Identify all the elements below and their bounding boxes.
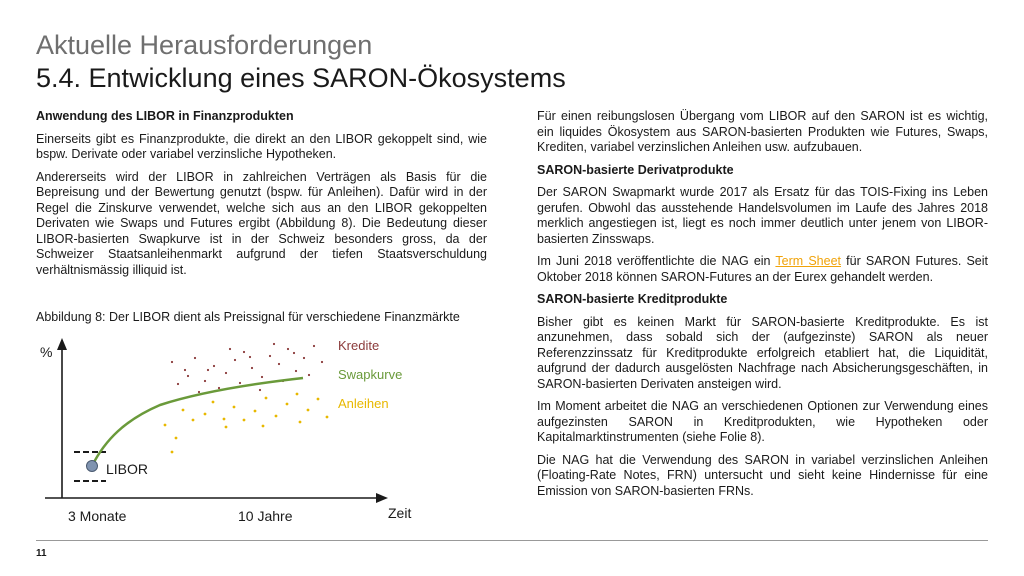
anleihen-dot <box>175 437 178 440</box>
anleihen-dot <box>171 451 174 454</box>
kredite-dot <box>187 375 189 377</box>
kredite-dot <box>204 380 206 382</box>
x-tick-10-jahre: 10 Jahre <box>238 508 293 524</box>
right-paragraph-4: Bisher gibt es keinen Markt für SARON-basierte Kreditprodukte. Es ist anzunehmen, dass sobald sich der (aufgezinste) SARON als neuer Referenzzinssatz für Kreditprodukte erfolgreich etabliert hat, die Liquidität, aufgrund der dadurch ausgelösten Nachfrage nach Absicherungsgeschäften, in SARON-basierten Derivaten ansteigen wird. <box>537 314 988 391</box>
kredite-dot <box>261 376 263 378</box>
y-axis-arrow <box>57 338 67 350</box>
kredite-dot <box>278 363 280 365</box>
anleihen-dot <box>204 413 207 416</box>
kredite-dot <box>213 365 215 367</box>
kredite-dot <box>287 348 289 350</box>
anleihen-dots <box>164 393 329 454</box>
kredite-dot <box>293 352 295 354</box>
kredite-dot <box>269 355 271 357</box>
y-axis-label: % <box>40 344 53 360</box>
swap-curve-line <box>92 378 303 466</box>
kredite-dot <box>207 369 209 371</box>
left-paragraph-1: Einerseits gibt es Finanzprodukte, die direkt an den LIBOR gekoppelt sind, wie bspw. Derivate oder variabel verzinsliche Hypotheken. <box>36 131 487 161</box>
x-axis-arrow <box>376 493 388 503</box>
x-tick-3-monate: 3 Monate <box>68 508 127 524</box>
left-paragraph-2: Andererseits wird der LIBOR in zahlreichen Verträgen als Basis für die Bepreisung und der Bewertung genutzt (bspw. für Anleihen). Dafür wird in der Regel die Zinskurve verwendet, welche sich aus an den LIBOR gekoppelten Derivaten wie Swaps und Futures ergibt (Abbildung 8). Die Bedeutung dieser LIBOR-basierten Swapkurve ist in der Schweiz besonders gross, da der Schweizer Staatsanleihenmarkt aufgrund der tiefen Staatsverschuldung verhältnismässig illiquid ist. <box>36 169 487 277</box>
page-number: 11 <box>36 548 47 559</box>
anleihen-dot <box>275 415 278 418</box>
anleihen-dot <box>307 409 310 412</box>
anleihen-dot <box>296 393 299 396</box>
legend-swapkurve: Swapkurve <box>338 367 403 382</box>
kredite-dot <box>218 387 220 389</box>
anleihen-dot <box>225 426 228 429</box>
kredite-dot <box>249 356 251 358</box>
kredite-dot <box>251 367 253 369</box>
kredite-dot <box>308 374 310 376</box>
legend-anleihen: Anleihen <box>338 396 389 411</box>
credit-products-heading: SARON-basierte Kreditprodukte <box>537 292 728 306</box>
anleihen-dot <box>164 424 167 427</box>
kredite-dot <box>177 383 179 385</box>
kredite-dot <box>295 370 297 372</box>
kredite-dot <box>198 391 200 393</box>
anleihen-dot <box>326 416 329 419</box>
kredite-dot <box>184 369 186 371</box>
anleihen-dot <box>243 419 246 422</box>
anleihen-dot <box>223 418 226 421</box>
kredite-dot <box>273 343 275 345</box>
kredite-dot <box>171 361 173 363</box>
kredite-dot <box>303 357 305 359</box>
kredite-dot <box>229 348 231 350</box>
libor-label: LIBOR <box>106 461 149 477</box>
footer-divider <box>36 540 988 541</box>
anleihen-dot <box>254 410 257 413</box>
slide-title: 5.4. Entwicklung eines SARON-Ökosystems <box>36 63 566 93</box>
kredite-dot <box>239 382 241 384</box>
anleihen-dot <box>286 403 289 406</box>
legend-kredite: Kredite <box>338 338 380 353</box>
kredite-dot <box>259 389 261 391</box>
right-paragraph-6: Die NAG hat die Verwendung des SARON in variabel verzinslichen Anleihen (Floating-Rate Notes, FRN) untersucht und sieht keine Hindernisse für eine Emission von SARON-basierten FRNs. <box>537 452 988 498</box>
right-paragraph-5: Im Moment arbeitet die NAG an verschiedenen Optionen zur Verwendung eines aufgezinsten SARON in Kreditprodukten, wie Hypotheken oder Kapitalmarktinstrumenten (siehe Folie 8). <box>537 399 988 444</box>
kredite-dot <box>194 357 196 359</box>
kredite-dot <box>234 359 236 361</box>
slide-supertitle: Aktuelle Herausforderungen <box>36 30 373 60</box>
kredite-dot <box>225 372 227 374</box>
term-sheet-text-after: für SARON Futures. Seit Oktober 2018 können SARON-Futures an der Eurex gehandelt werden. <box>537 254 988 284</box>
right-paragraph-1: Für einen reibungslosen Übergang vom LIBOR auf den SARON ist es wichtig, ein liquides Ökosystem aus SARON-basierten Produkten wie Futures, Swaps, Krediten, variabel verzinslichen Anleihen usw. aufzubauen. <box>537 109 988 154</box>
figure-caption: Abbildung 8: Der LIBOR dient als Preissignal für verschiedene Finanzmärkte <box>36 310 460 324</box>
right-paragraph-2: Der SARON Swapmarkt wurde 2017 als Ersatz für das TOIS-Fixing ins Leben gerufen. Obwohl das ausstehende Handelsvolumen im Laufe des Jahres 2018 merklich angestiegen ist, liegt es noch immer deutlich unter jenem von LIBOR-basierten Zinsswaps. <box>537 185 988 246</box>
left-heading: Anwendung des LIBOR in Finanzprodukten <box>36 109 294 123</box>
kredite-dot <box>243 351 245 353</box>
anleihen-dot <box>192 419 195 422</box>
anleihen-dot <box>212 401 215 404</box>
anleihen-dot <box>265 397 268 400</box>
term-sheet-link[interactable]: Term Sheet <box>775 254 842 268</box>
anleihen-dot <box>182 409 185 412</box>
x-axis-label: Zeit <box>388 505 412 521</box>
anleihen-dot <box>233 406 236 409</box>
anleihen-dot <box>299 421 302 424</box>
anleihen-dot <box>262 425 265 428</box>
kredite-dot <box>321 361 323 363</box>
libor-point <box>87 461 98 472</box>
derivative-products-heading: SARON-basierte Derivatprodukte <box>537 162 734 177</box>
anleihen-dot <box>317 398 320 401</box>
kredite-dot <box>313 345 315 347</box>
term-sheet-text-before: Im Juni 2018 veröffentlichte die NAG ein <box>537 254 776 268</box>
